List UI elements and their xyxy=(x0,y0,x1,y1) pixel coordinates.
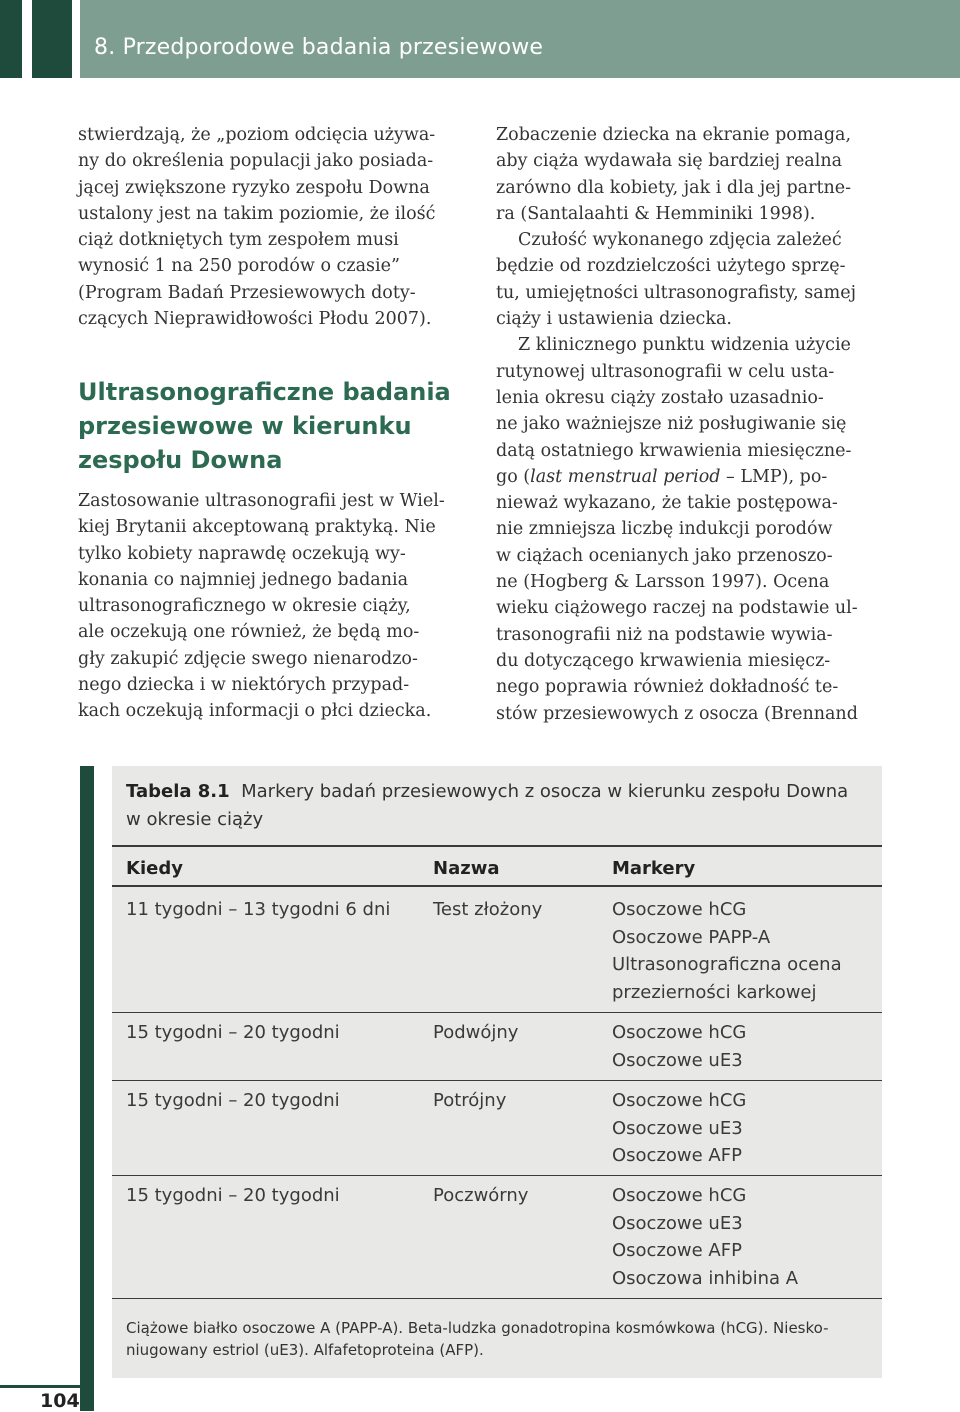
text-line: stwierdzają, że „poziom odcięcia używa- xyxy=(78,125,436,145)
text-line: wieku ciążowego raczej na podstawie ul- xyxy=(496,598,858,619)
table-caption-text: w okresie ciąży xyxy=(126,809,264,830)
header-stripe-inner xyxy=(32,0,72,78)
cell-when: 11 tygodni – 13 tygodni 6 dni xyxy=(126,899,391,920)
text-line: trasonografii niż na podstawie wywia- xyxy=(496,624,833,645)
text-line: ne (Hogberg & Larsson 1997). Ocena xyxy=(496,572,830,593)
text-line: aby ciąża wydawała się bardziej realna xyxy=(496,151,843,172)
text-line: zarówno dla kobiety, jak i dla jej partne- xyxy=(496,177,852,198)
marker-item: Osoczowe hCG xyxy=(612,1090,747,1111)
text-line: ciąży i ustawienia dziecka. xyxy=(496,309,732,330)
table-footnote xyxy=(126,1317,866,1361)
table-side-bar xyxy=(80,766,94,1411)
marker-item: Ultrasonograficzna ocena xyxy=(612,954,842,975)
text-line: nego dziecka i w niektórych przypad- xyxy=(78,675,410,696)
text-line: jącej zwiększone ryzyko zespołu Downa xyxy=(78,177,430,198)
text-line: ne jako ważniejsze niż posługiwanie się xyxy=(496,414,847,435)
marker-item: Osoczowe hCG xyxy=(612,1022,747,1043)
text-line: kiej Brytanii akceptowaną praktyką. Nie xyxy=(78,517,436,538)
cell-when: 15 tygodni – 20 tygodni xyxy=(126,1185,340,1206)
marker-item: Osoczowa inhibina A xyxy=(612,1267,799,1289)
text-line: ny do określenia populacji jako posiada- xyxy=(78,151,434,172)
chapter-title: 8. Przedporodowe badania przesiewowe xyxy=(94,35,544,60)
text-fragment: go ( xyxy=(496,466,531,487)
text-line: Zobaczenie dziecka na ekranie pomaga, xyxy=(496,125,852,145)
italic-term: last menstrual period xyxy=(530,466,721,487)
text-line: ciąż dotkniętych tym zespołem musi xyxy=(78,230,399,251)
cell-when: 15 tygodni – 20 tygodni xyxy=(126,1090,340,1111)
left-column-paragraph-2 xyxy=(78,488,468,725)
text-line: nego poprawia również dokładność te- xyxy=(496,677,839,698)
text-line: ale oczekują one również, że będą mo- xyxy=(78,622,420,643)
heading-line: zespołu Downa xyxy=(78,446,283,474)
text-line-with-italic xyxy=(496,464,888,490)
text-line: gły zakupić zdjęcie swego nienarodzo- xyxy=(78,648,418,669)
text-line: ra (Santalaahti & Hemminiki 1998). xyxy=(496,203,816,224)
heading-line: Ultrasonograficzne badania xyxy=(78,378,451,406)
column-header-when: Kiedy xyxy=(126,858,183,879)
cell-name: Poczwórny xyxy=(433,1185,529,1206)
text-line: ultrasonograficznego w okresie ciąży, xyxy=(78,596,411,617)
text-line: w ciążach ocenianych jako przenoszo- xyxy=(496,545,833,566)
table-rule xyxy=(112,1012,882,1013)
left-column-paragraph-1 xyxy=(78,122,468,332)
marker-item: Osoczowe hCG xyxy=(612,899,747,920)
marker-item: Osoczowe PAPP-A xyxy=(612,926,771,948)
text-line: konania co najmniej jednego badania xyxy=(78,569,409,590)
text-line: datą ostatniego krwawienia miesięczne- xyxy=(496,440,852,461)
text-line: czących Nieprawidłowości Płodu 2007). xyxy=(78,309,432,330)
table-rule xyxy=(112,1080,882,1081)
text-fragment: – LMP), po- xyxy=(720,466,828,487)
cell-when: 15 tygodni – 20 tygodni xyxy=(126,1022,340,1043)
table-caption xyxy=(126,778,856,834)
marker-item: Osoczowe uE3 xyxy=(612,1212,743,1234)
page-number-rule xyxy=(0,1385,80,1388)
marker-item: Osoczowe uE3 xyxy=(612,1117,743,1139)
table-caption-label: Tabela 8.1 xyxy=(126,781,230,802)
text-line: wynosić 1 na 250 porodów o czasie” xyxy=(78,256,400,277)
marker-item: Osoczowe AFP xyxy=(612,1240,742,1261)
table-rule xyxy=(112,1175,882,1176)
cell-name: Podwójny xyxy=(433,1022,519,1043)
heading-line: przesiewowe w kierunku xyxy=(78,412,412,440)
section-heading xyxy=(78,375,478,477)
text-line: Czułość wykonanego zdjęcia zależeć xyxy=(518,230,842,251)
cell-markers xyxy=(612,1019,746,1074)
header-stripe-left xyxy=(0,0,22,78)
footnote-line: Ciążowe białko osoczowe A (PAPP-A). Beta-ludzka gonadotropina kosmówkowa (hCG). Niesko- xyxy=(126,1319,829,1337)
table-rule xyxy=(112,1298,882,1299)
marker-item: Osoczowe hCG xyxy=(612,1185,747,1206)
page-number: 104 xyxy=(40,1390,80,1412)
text-line: lenia okresu ciąży zostało uzasadnio- xyxy=(496,387,824,408)
text-line: (Program Badań Przesiewowych doty- xyxy=(78,282,416,303)
text-line: du dotyczącego krwawienia miesięcz- xyxy=(496,650,831,671)
text-line: Zastosowanie ultrasonografii jest w Wiel- xyxy=(78,491,445,511)
cell-name: Test złożony xyxy=(433,899,543,920)
cell-markers xyxy=(612,1182,798,1292)
text-line: będzie od rozdzielczości użytego sprzę- xyxy=(496,256,846,277)
text-line: nie zmniejsza liczbę indukcji porodów xyxy=(496,519,833,540)
text-line: kach oczekują informacji o płci dziecka. xyxy=(78,701,432,722)
marker-item: Osoczowe AFP xyxy=(612,1145,742,1166)
text-line: stów przesiewowych z osocza (Brennand xyxy=(496,703,858,724)
footnote-line: niugowany estriol (uE3). Alfafetoproteina (AFP). xyxy=(126,1341,484,1359)
text-line: tu, umiejętności ultrasonografisty, samej xyxy=(496,282,856,303)
text-line: Z klinicznego punktu widzenia użycie xyxy=(518,335,851,356)
column-header-markers: Markery xyxy=(612,858,696,879)
text-line: tylko kobiety naprawdę oczekują wy- xyxy=(78,543,406,564)
marker-item: przezierności karkowej xyxy=(612,981,817,1003)
cell-markers xyxy=(612,1087,746,1170)
cell-markers xyxy=(612,896,842,1006)
table-rule xyxy=(112,885,882,887)
text-line: ustalony jest na takim poziomie, że ilość xyxy=(78,203,436,224)
text-line: nieważ wykazano, że takie postępowa- xyxy=(496,493,838,514)
right-column xyxy=(496,122,888,727)
table-caption-text: Markery badań przesiewowych z osocza w kierunku zespołu Downa xyxy=(241,781,849,802)
table-rule xyxy=(112,845,882,847)
text-line: rutynowej ultrasonografii w celu usta- xyxy=(496,361,835,382)
cell-name: Potrójny xyxy=(433,1090,507,1111)
marker-item: Osoczowe uE3 xyxy=(612,1049,743,1071)
column-header-name: Nazwa xyxy=(433,858,500,879)
